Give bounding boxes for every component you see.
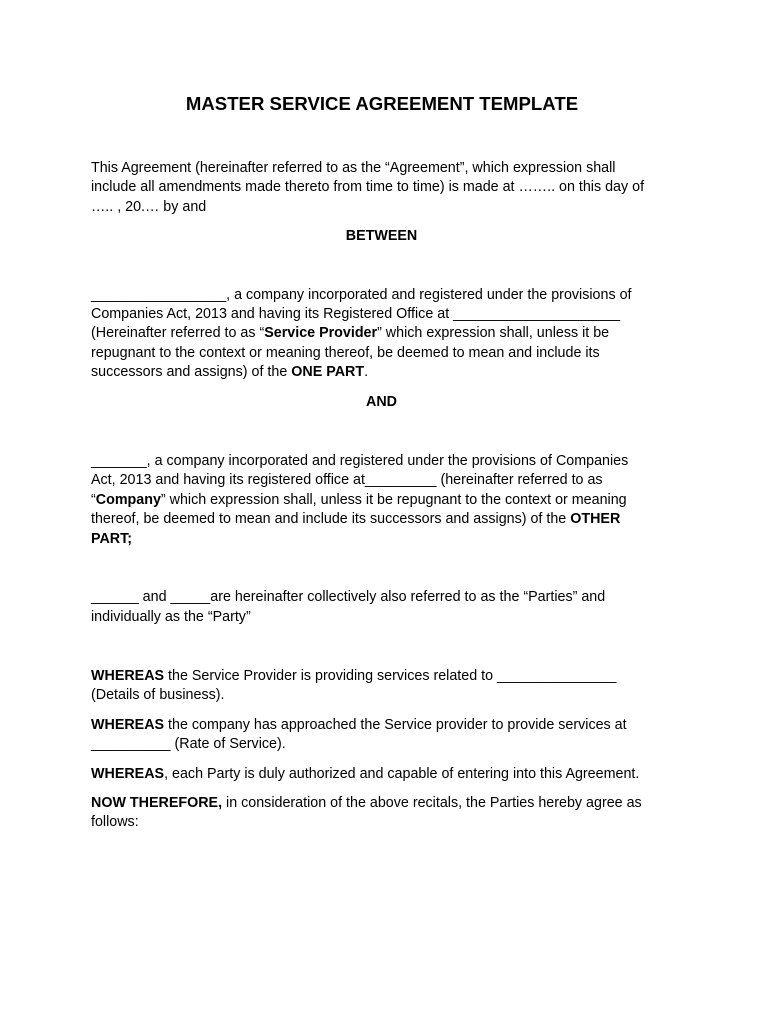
document-body [91, 93, 681, 833]
whereas-3-text: , each Party is duly authorized and capable of entering into this Agreement. [164, 765, 640, 782]
now-therefore-text: in consideration of the above recitals, the Parties hereby agree as [222, 794, 642, 811]
party-two-line-3-suffix: ” which expression shall, unless it be repugnant to the context or meaning [160, 491, 627, 508]
party-one-line-3-suffix: ” which expression shall, unless it be [377, 325, 610, 342]
part-term: PART; [91, 530, 133, 547]
intro-line-1: This Agreement (hereinafter referred to as the “Agreement”, which expression shall [91, 160, 616, 176]
now-therefore-line-2: follows: [91, 814, 139, 831]
whereas-2-line-2: __________ (Rate of Service). [91, 736, 286, 753]
whereas-1-text: the Service Provider is providing services related to _______________ [164, 667, 617, 684]
party-one-line-2: Companies Act, 2013 and having its Registered Office at _____________________ [91, 306, 621, 323]
now-therefore-keyword: NOW THEREFORE, [91, 794, 223, 811]
whereas-3-keyword: WHEREAS [91, 765, 165, 782]
whereas-3-paragraph [91, 765, 681, 784]
other-term: OTHER [570, 511, 621, 528]
parties-line-1: ______ and _____are hereinafter collectively also referred to as the “Parties” and [91, 589, 606, 606]
now-therefore-paragraph [91, 794, 681, 833]
party-one-line-5-suffix: . [364, 364, 369, 381]
parties-line-2: individually as the “Party” [91, 608, 251, 625]
party-one-line-3-prefix: (Hereinafter referred to as “ [91, 325, 265, 342]
whereas-2-paragraph [91, 716, 681, 755]
whereas-2-text: the company has approached the Service provider to provide services at [164, 716, 627, 733]
and-heading: AND [366, 393, 397, 410]
parties-paragraph [91, 588, 681, 627]
whereas-1-paragraph [91, 667, 681, 706]
party-one-line-1: _________________, a company incorporated and registered under the provisions of [91, 286, 632, 303]
whereas-1-keyword: WHEREAS [91, 667, 165, 684]
party-two-paragraph [91, 452, 681, 549]
company-term: Company [95, 491, 161, 508]
party-two-line-2: Act, 2013 and having its registered office at_________ (hereinafter referred to as [91, 472, 603, 489]
party-two-line-1: _______, a company incorporated and registered under the provisions of Companies [91, 453, 629, 470]
between-heading: BETWEEN [345, 228, 418, 245]
one-part-term: ONE PART [291, 364, 365, 381]
party-one-paragraph [91, 286, 681, 383]
document-title: MASTER SERVICE AGREEMENT TEMPLATE [185, 93, 579, 114]
party-one-line-4: repugnant to the context or meaning thereof, be deemed to mean and include its [91, 344, 600, 361]
party-one-line-5-prefix: successors and assigns) of the [91, 364, 292, 381]
party-two-line-4-prefix: thereof, be deemed to mean and include its successors and assigns) of the [91, 511, 571, 528]
whereas-1-line-2: (Details of business). [91, 687, 225, 704]
intro-paragraph [91, 159, 681, 217]
service-provider-term: Service Provider [264, 325, 378, 342]
intro-line-3: ….. , 20.… by and [91, 198, 207, 215]
whereas-2-keyword: WHEREAS [91, 716, 165, 733]
party-two-line-3-prefix: “ [91, 491, 96, 508]
intro-line-2: include all amendments made thereto from time to time) is made at …….. on this day of [91, 179, 645, 196]
